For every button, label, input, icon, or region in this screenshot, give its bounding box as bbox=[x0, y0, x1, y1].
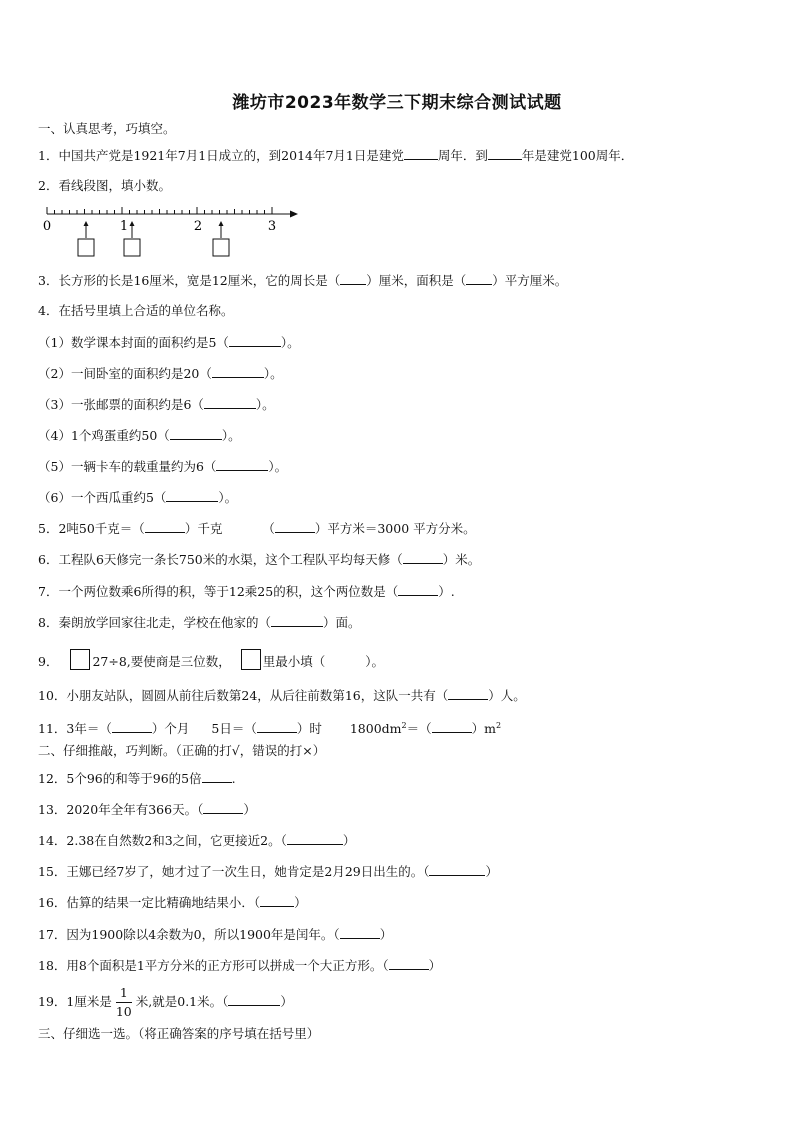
question-19 bbox=[38, 984, 293, 1021]
q4-item-1-text: （1）数学课本封面的面积约是5（ bbox=[38, 335, 229, 350]
pointer-arrowhead-2 bbox=[130, 221, 135, 226]
number-line-arrowhead bbox=[290, 211, 298, 218]
q19-blank[interactable] bbox=[228, 992, 280, 1006]
q18-blank[interactable] bbox=[389, 956, 429, 970]
q4-item-4-close: ）。 bbox=[221, 428, 241, 443]
q4-item-2 bbox=[38, 364, 283, 383]
q4-item-1 bbox=[38, 333, 300, 352]
q9-text-d: ）。 bbox=[365, 654, 385, 669]
q10-blank[interactable] bbox=[448, 686, 488, 700]
q5-text-c: （ bbox=[262, 521, 275, 536]
q9-text-a: 9． bbox=[38, 654, 59, 669]
q4-item-3-blank[interactable] bbox=[204, 395, 256, 409]
q4-item-5-blank[interactable] bbox=[216, 457, 268, 471]
page-title: 潍坊市2023年数学三下期末综合测试试题 bbox=[232, 93, 562, 113]
q8-blank[interactable] bbox=[271, 613, 323, 627]
q5-text-d: ）平方米＝3000 平方分米。 bbox=[314, 521, 476, 536]
question-7 bbox=[38, 582, 455, 601]
question-15 bbox=[38, 862, 498, 881]
q4-item-6-close: ）。 bbox=[218, 490, 238, 505]
q1-text-a: 1．中国共产党是1921年7月1日成立的，到2014年7月1日是建党 bbox=[38, 148, 404, 163]
q6-blank[interactable] bbox=[403, 550, 443, 564]
question-17 bbox=[38, 925, 392, 944]
q11-text-a: 11．3年＝（ bbox=[38, 721, 112, 737]
answer-box-1[interactable] bbox=[78, 239, 94, 256]
tick-label-3: 3 bbox=[267, 219, 277, 234]
section-heading-2: 二、仔细推敲，巧判断。（正确的打√，错误的打×） bbox=[38, 743, 326, 758]
q19-fraction-denominator: 10 bbox=[115, 1004, 132, 1019]
q17-text-a: 17．因为1900除以4余数为0，所以1900年是闰年。（ bbox=[38, 927, 340, 942]
q4-item-6-text: （6）一个西瓜重约5（ bbox=[38, 490, 167, 505]
q14-blank[interactable] bbox=[287, 831, 343, 845]
q16-text-b: ） bbox=[294, 895, 307, 910]
question-10 bbox=[38, 686, 526, 705]
q5-text-b: ）千克 bbox=[184, 521, 223, 536]
q15-text-b: ） bbox=[485, 864, 498, 879]
q1-blank-2[interactable] bbox=[488, 146, 522, 160]
q11-blank-2[interactable] bbox=[257, 719, 297, 733]
q19-fraction-numerator: 1 bbox=[116, 984, 132, 1003]
q7-blank[interactable] bbox=[398, 582, 438, 596]
question-6 bbox=[38, 550, 480, 569]
q10-text-a: 10．小朋友站队，圆圆从前往后数第24，从后往前数第16，这队一共有（ bbox=[38, 688, 449, 703]
q18-text-b: ） bbox=[428, 958, 442, 973]
q11-text-e: 1800dm bbox=[349, 721, 402, 737]
tick-label-1: 1 bbox=[119, 219, 129, 234]
q1-text-c: 年是建党100周年． bbox=[521, 148, 634, 163]
pointer-arrowhead-3 bbox=[219, 221, 224, 226]
q11-superscript-1: 2 bbox=[401, 721, 407, 730]
question-8 bbox=[38, 613, 360, 632]
answer-box-3[interactable] bbox=[213, 239, 229, 256]
q9-text-b: 27÷8,要使商是三位数， bbox=[92, 654, 231, 669]
question-14 bbox=[38, 831, 355, 850]
q4-item-6 bbox=[38, 488, 237, 507]
number-line-diagram bbox=[40, 202, 310, 260]
q8-text-a: 8．秦朗放学回家往北走，学校在他家的（ bbox=[38, 615, 271, 630]
q4-item-4-blank[interactable] bbox=[170, 426, 222, 440]
q9-text-c: 里最小填（ bbox=[262, 654, 326, 669]
q15-text-a: 15．王娜已经7岁了，她才过了一次生日，她肯定是2月29日出生的。（ bbox=[38, 864, 430, 879]
q4-item-4 bbox=[38, 426, 241, 445]
q13-text-b: ） bbox=[243, 802, 256, 817]
q3-blank-1[interactable] bbox=[340, 271, 366, 285]
q3-blank-2[interactable] bbox=[466, 271, 492, 285]
q19-text-c: ） bbox=[280, 994, 293, 1009]
q4-item-6-blank[interactable] bbox=[166, 488, 218, 502]
question-5 bbox=[38, 519, 476, 538]
q18-text-a: 18．用8个面积是1平方分米的正方形可以拼成一个大正方形。（ bbox=[38, 958, 389, 973]
q11-blank-1[interactable] bbox=[112, 719, 152, 733]
answer-box-2[interactable] bbox=[124, 239, 140, 256]
q16-text-a: 16．估算的结果一定比精确地结果小．（ bbox=[38, 895, 261, 910]
q6-text-b: ）米。 bbox=[442, 552, 481, 567]
q11-text-h: ）m bbox=[471, 721, 496, 737]
q4-item-3 bbox=[38, 395, 275, 414]
question-18 bbox=[38, 956, 441, 975]
q4-item-1-close: ）。 bbox=[280, 335, 300, 350]
q14-text-a: 14．2.38在自然数2和3之间，它更接近2。（ bbox=[38, 833, 287, 848]
question-16 bbox=[38, 893, 307, 912]
q11-text-b: ）个月 bbox=[151, 721, 190, 737]
q4-item-3-close: ）。 bbox=[255, 397, 275, 412]
section-heading-1: 一、认真思考，巧填空。 bbox=[38, 121, 176, 136]
q6-text-a: 6．工程队6天修完一条长750米的水渠，这个工程队平均每天修（ bbox=[38, 552, 403, 567]
q3-text-b: ）厘米，面积是（ bbox=[366, 273, 467, 288]
q7-text-b: ）. bbox=[438, 584, 455, 599]
q19-fraction bbox=[116, 984, 132, 1021]
q11-text-c: 5日＝（ bbox=[211, 721, 257, 737]
q15-blank[interactable] bbox=[429, 862, 485, 876]
q11-text-d: ）时 bbox=[296, 721, 322, 737]
q1-text-b: 周年．到 bbox=[437, 148, 488, 163]
q4-item-1-blank[interactable] bbox=[229, 333, 281, 347]
q19-text-a: 19．1厘米是 bbox=[38, 994, 112, 1009]
number-line-ticks bbox=[47, 207, 272, 214]
tick-label-2: 2 bbox=[193, 219, 203, 234]
section-heading-3: 三、仔细选一选。（将正确答案的序号填在括号里） bbox=[38, 1026, 320, 1041]
q4-item-5-close: ）。 bbox=[268, 459, 288, 474]
q13-blank[interactable] bbox=[203, 800, 243, 814]
question-4: 4．在括号里填上合适的单位名称。 bbox=[38, 303, 234, 318]
q11-blank-3[interactable] bbox=[432, 719, 472, 733]
q17-text-b: ） bbox=[379, 927, 393, 942]
q5-text-a: 5．2吨50千克＝（ bbox=[38, 521, 145, 536]
q4-item-3-text: （3）一张邮票的面积约是6（ bbox=[38, 397, 204, 412]
q11-text-g: ＝（ bbox=[406, 721, 432, 737]
q12-text-b: . bbox=[231, 771, 236, 786]
q4-item-2-close: ）。 bbox=[263, 366, 283, 381]
q4-item-2-text: （2）一间卧室的面积约是20（ bbox=[38, 366, 212, 381]
q16-blank[interactable] bbox=[260, 893, 294, 907]
question-2: 2．看线段图，填小数。 bbox=[38, 178, 171, 193]
question-3 bbox=[38, 271, 567, 290]
pointer-arrowhead-1 bbox=[84, 221, 89, 226]
q12-blank[interactable] bbox=[202, 769, 232, 783]
q17-blank[interactable] bbox=[340, 925, 380, 939]
q1-blank-1[interactable] bbox=[404, 146, 438, 160]
q13-text-a: 13．2020年全年有366天。（ bbox=[38, 802, 204, 817]
q4-item-2-blank[interactable] bbox=[212, 364, 264, 378]
q4-item-4-text: （4）1个鸡蛋重约50（ bbox=[38, 428, 170, 443]
q14-text-b: ） bbox=[342, 833, 356, 848]
question-12 bbox=[38, 769, 236, 788]
q3-text-a: 3．长方形的长是16厘米，宽是12厘米，它的周长是（ bbox=[38, 273, 341, 288]
q8-text-b: ）面。 bbox=[322, 615, 361, 630]
q10-text-b: ）人。 bbox=[488, 688, 526, 703]
q4-item-5 bbox=[38, 457, 287, 476]
tick-label-0: 0 bbox=[42, 219, 52, 234]
q19-text-b: 米,就是0.1米。（ bbox=[135, 994, 229, 1009]
question-11 bbox=[38, 717, 501, 738]
question-13 bbox=[38, 800, 256, 819]
q12-text-a: 12．5个96的和等于96的5倍 bbox=[38, 771, 202, 786]
q9-box-2[interactable] bbox=[241, 649, 261, 670]
question-9 bbox=[38, 649, 384, 671]
q4-item-5-text: （5）一辆卡车的载重量约为6（ bbox=[38, 459, 217, 474]
q5-blank-2[interactable] bbox=[275, 519, 315, 533]
q11-superscript-2: 2 bbox=[495, 721, 502, 730]
q3-text-c: ）平方厘米。 bbox=[492, 273, 568, 288]
q9-box-1[interactable] bbox=[70, 649, 90, 670]
q7-text-a: 7．一个两位数乘6所得的积，等于12乘25的积，这个两位数是（ bbox=[38, 584, 399, 599]
q5-blank-1[interactable] bbox=[145, 519, 185, 533]
question-1 bbox=[38, 146, 633, 165]
